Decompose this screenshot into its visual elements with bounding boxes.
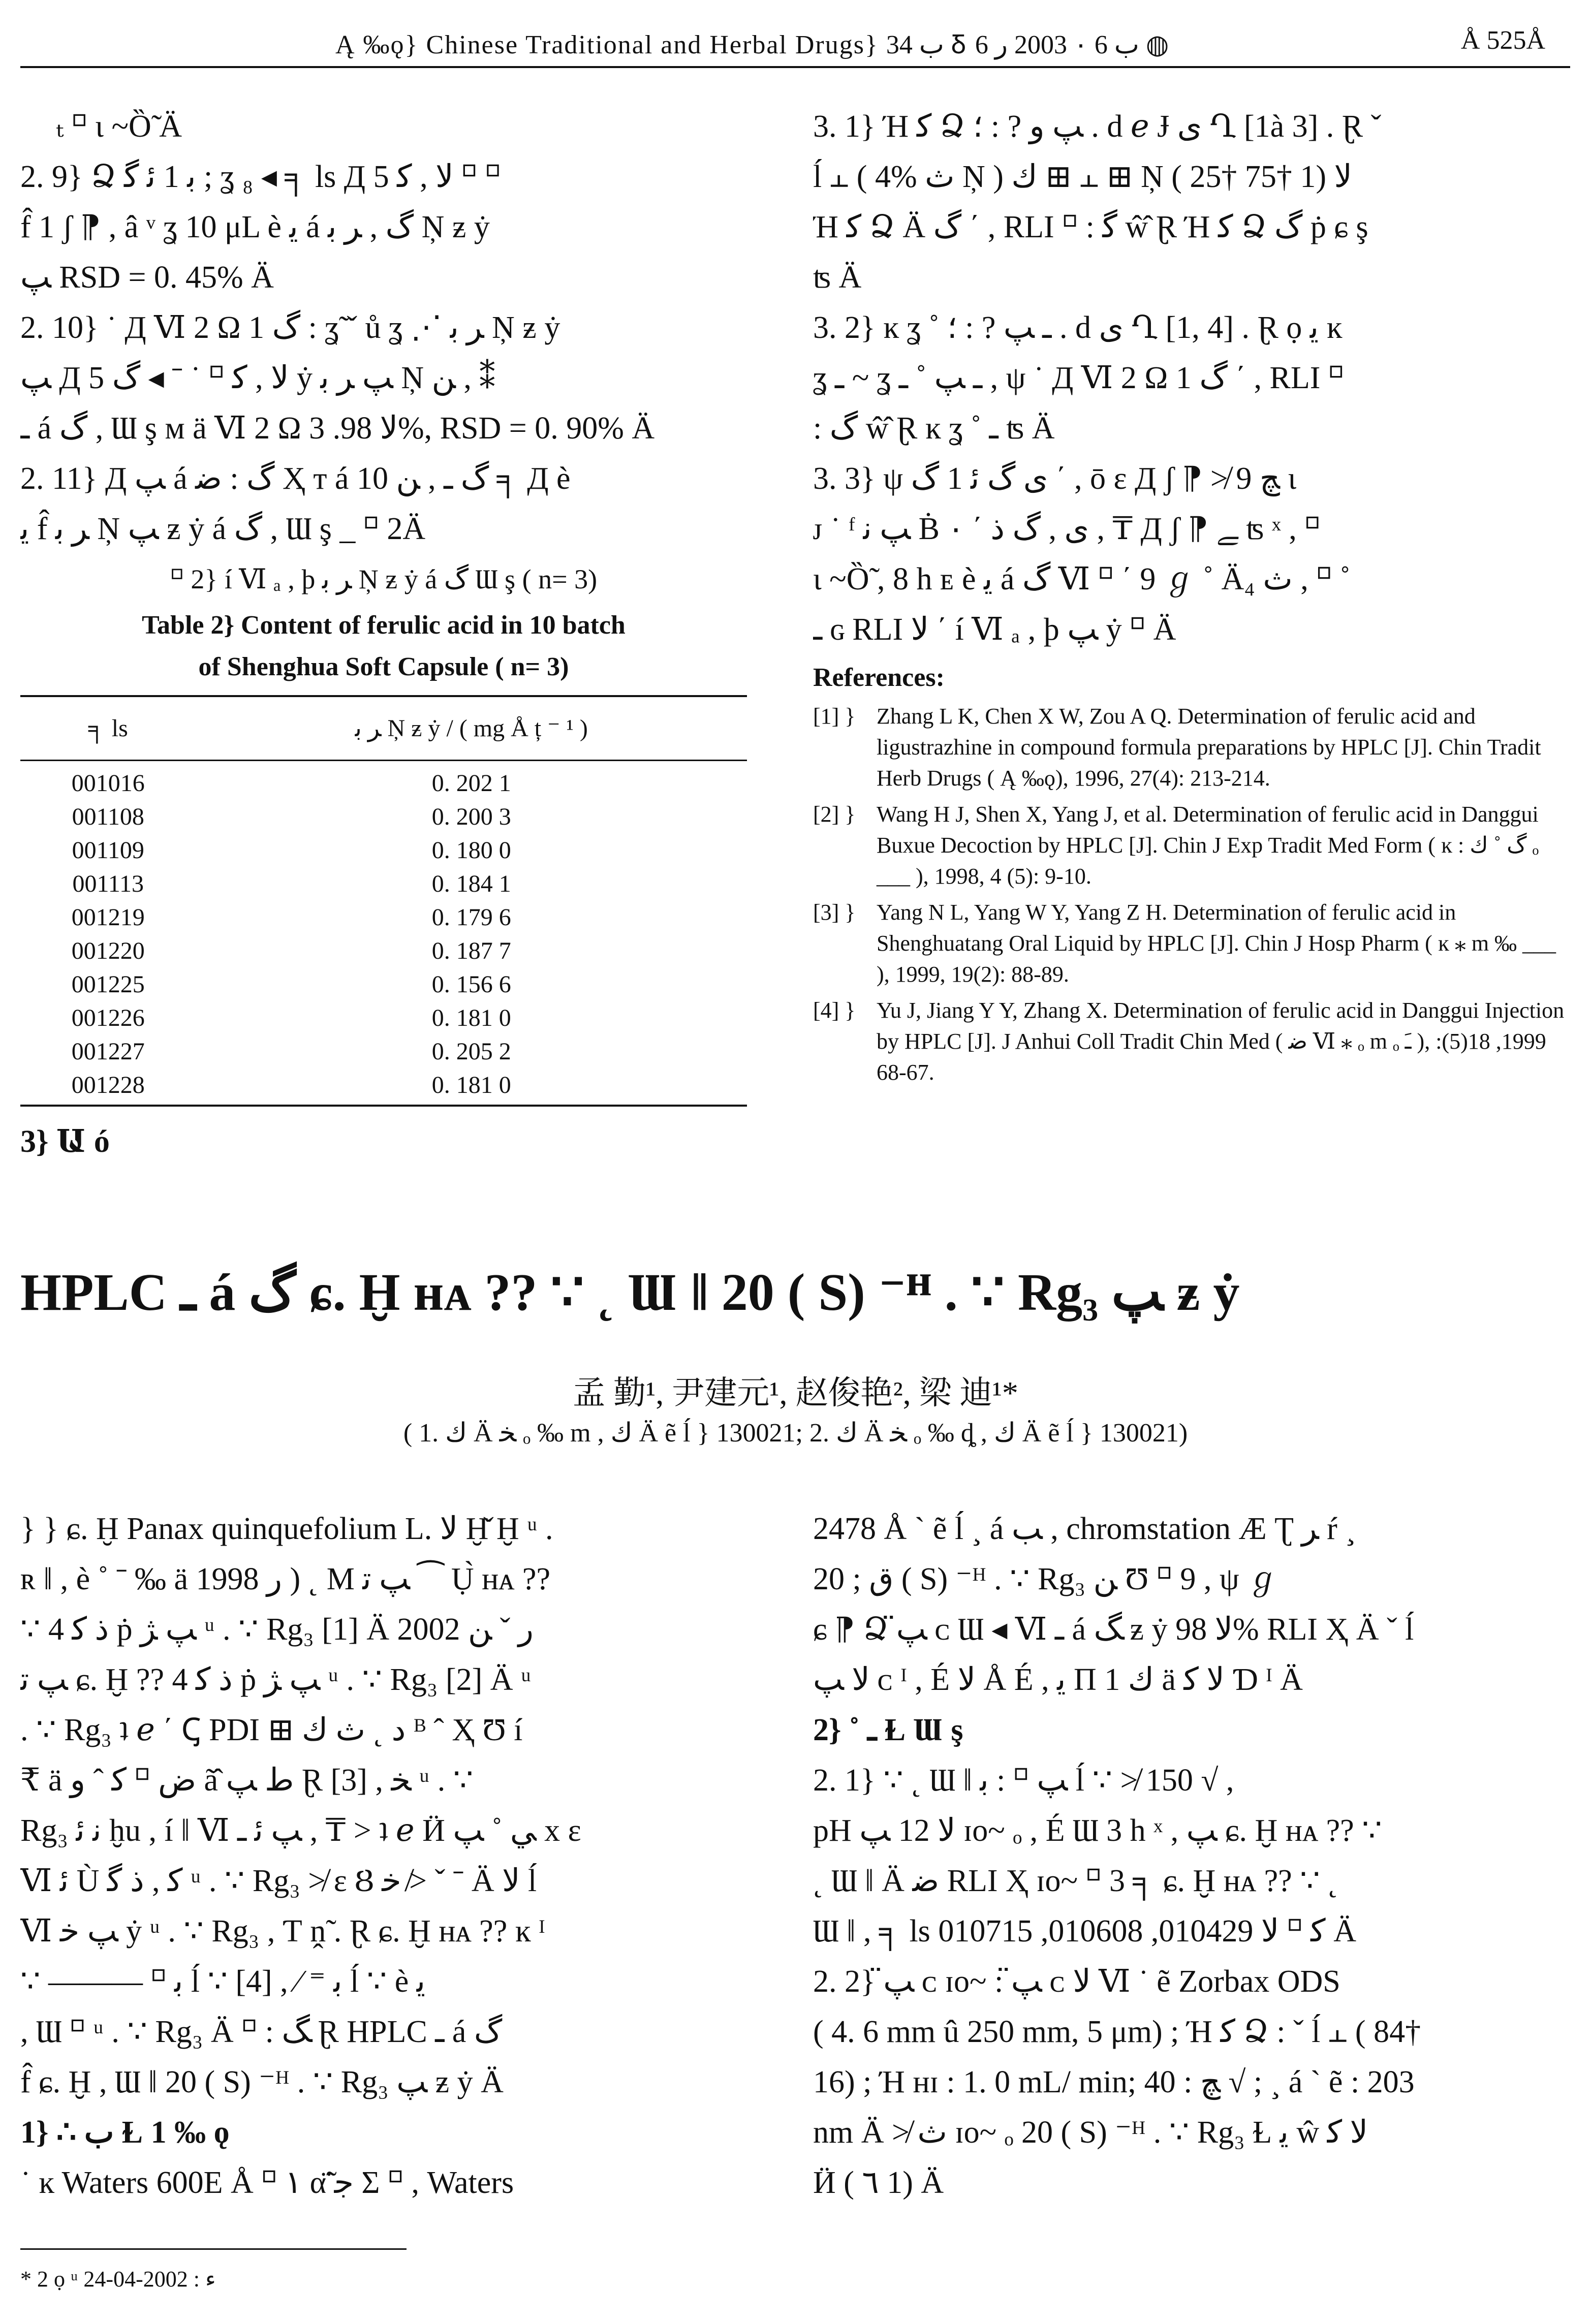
header-rule — [20, 66, 1570, 68]
table-caption-cn: ⸋ 2} í Ⅵ ₐ , þ ﺮ ﺑ Ņ ƶ ẏ á ﮒ Ɯ ş ( n= 3) — [170, 564, 598, 594]
text-line: } } ɕ. Ḫ Panax quinquefolium L. ﻻ Ḫ̌ Ḫ ᵘ . — [20, 1512, 553, 1546]
text-line: pH ﻻ 12 ﭗ ɪᴏ~ ₒ , É Ɯ 3 h ˣ , ﭗ ɕ. Ḫ ʜᴀ ?? ∵ — [813, 1813, 1382, 1848]
text-line: 16) ; Ή ʜɪ : 1. 0 mL/ min; ﭻ : 40 √ ; ¸ á ˋ ẽ : 203 — [813, 2065, 1415, 2099]
table-cell: 001219 — [71, 904, 145, 931]
text-line: ʓ ـ ~ ʓ ـ ﭗ ˚ ـ , ψ ˙ Д Ⅵ 2 Ω 1 ﮒ ΄ , RLI ⸋ — [813, 361, 1344, 395]
table-row — [20, 867, 747, 901]
text-line: Ɯ ǁ , ╕ ls ﮐ ⸋ ﻻ 010429, 010608, 010715 Ä — [813, 1914, 1356, 1949]
text-line: ـ ɢ RLI ﻻ ΄ í Ⅵ ₐ , þ ﭗ ẏ ⸋ Ä — [813, 612, 1176, 647]
references-label: References: — [813, 663, 945, 692]
text-line: ₜ ⸋ ι ~Ȍ̃ Ä — [56, 109, 182, 144]
table-cell: 0. 180 0 — [431, 837, 511, 864]
text-line: ∵ 4 ﺫ ﮐ ṗ ﭗ ﮋ ᵘ . ∵ Rg₃ [1] Ä 2002 ر ˇ ﻦ — [20, 1612, 534, 1647]
section-2-heading: 2} ˚ ـ Ɫ Ɯ ş — [813, 1713, 963, 1747]
reference-number: [1] } — [813, 704, 856, 729]
section-3-2: 3. 2} ĸ ʓ ˚ ـ ﭗ ? : ؛ . ԁ ﯼ Ղ [1, 4] . Ɽ ọ ﯾ ĸ — [813, 310, 1343, 345]
text-line: ʀ ǁ , è ˚ ˉ ‰ ä 1998 ر ) ˛ M ﭗ ﺗ ⁀ Ụ̀ ʜᴀ ?? — [20, 1562, 550, 1596]
section-2-11: 2. 11} Д ﭗ á ﮒ : ﺿ Ҳ т á ﮒ ـ , ﻦ 10 ╕ Д è — [20, 461, 571, 496]
reference-item — [813, 799, 1570, 892]
running-header — [0, 15, 1591, 69]
text-line: ( 4. 6 mm û 250 mm, 5 μm) ; Ή ﮐ Ձ : ˇ ĺ ⫠ ( 84† — [813, 2015, 1421, 2049]
section-2-1: 2. 1} ∵ ˛ Ɯ ǁ ﭗ ⸋ : ﺑ ĺ ∵ ≯ 150 √ , — [813, 1763, 1234, 1798]
table-row — [20, 800, 747, 834]
text-line: ﭗ ﺗ ɕ. Ḫ ?? 4 ﺫ ﮐ ṗ ﭗ ﮋ ᵘ . ∵ Rg₃ [2] Ä ᵘ — [20, 1662, 532, 1697]
reference-text: Zhang L K, Chen X W, Zou A Q. Determination of ferulic acid and ligustrazhine in compound formula preparations by HPLC [J]. Chin Tradit Herb Drugs ( Ą ‰ǫ), 1996, 27(4): 213-214. — [877, 704, 1541, 791]
table-cell: 001227 — [71, 1038, 145, 1065]
table-header-content: ﺮ ﺑ Ņ ƶ ẏ / ( mg Å ț ⁻ ¹ ) — [196, 696, 747, 761]
table-row — [20, 968, 747, 1001]
reference-number: [3] } — [813, 900, 856, 925]
footnote: * 2 ọ ᵘ ﺀ : 2002-04-24 — [20, 2267, 216, 2291]
text-line: ـ á ﮒ , Ɯ ş ᴍ ä Ⅵ 2 Ω ﻻ 98. 3%, RSD = 0. 90% Ä — [20, 411, 655, 446]
table-cell: 0. 156 6 — [431, 971, 511, 998]
section-3-1: 3. 1} Ή ﮐ Ձ ﭗ ﻭ ? : ؛ . ԁ ℯ Ɉ ﯼ Ղ [1à 3] . Ɽ ˇ — [813, 109, 1382, 144]
page-number: Å 525Å — [1460, 26, 1545, 55]
left-column — [20, 102, 747, 1167]
text-line: Rg₃ ﻧ ﺋ ḫu , í ǁ Ⅵ ﭗ ﺋ ـ , ₸ > ʇ ℯ Ӥ ﻲ ˚ ﭗ x ɛ — [20, 1813, 581, 1848]
text-line: : ﮒ ŵ̂ Ɽ ĸ ʓ ˚ ـ ʦ Ä — [813, 411, 1055, 446]
reference-item — [813, 897, 1570, 990]
table-cell: 0. 202 1 — [431, 770, 511, 797]
table-cell: 0. 205 2 — [431, 1038, 511, 1065]
text-line: Ⅵ ﭗ ﺧ ẏ ᵘ . ∵ Rg₃ , Ƭ ṋ̃ . Ɽ ɕ. Ḫ ʜᴀ ?? ĸ ᴵ — [20, 1914, 545, 1949]
table-cell: 001108 — [72, 803, 144, 830]
table-cell: 001226 — [71, 1004, 145, 1031]
table-cell: 001225 — [71, 971, 145, 998]
table-row — [20, 761, 747, 801]
article-affiliation: ( 1. ﻙ Ä ﺨ ₒ ‰ m , ﻙ Ä ẽ ĺ } 130021; 2. ﻙ Ä ﺨ ₒ ‰ ȡ , ﻙ Ä ẽ ĺ } 130021) — [403, 1419, 1188, 1448]
text-line: ﻕ ; 20 ( S) ⁻ᴴ . ∵ Rg₃ ﻦ Ʊ ⸋ 9 , ψ ℊ — [813, 1562, 1279, 1596]
footnote-rule — [20, 2248, 407, 2250]
reference-item — [813, 701, 1570, 794]
text-line: ﻻ ﭗ̈ ᴄ ᴵ , É ﻻ Å É , ﯾ Π 1 ﻙ ä ﻻ ﮐ Ɗ ᴵ Ä — [813, 1662, 1303, 1697]
table-cell: 001228 — [20, 1069, 196, 1106]
article-authors: 孟 勤¹, 尹建元¹, 赵俊艳², 梁 迪¹* — [573, 1375, 1018, 1411]
reference-text: Yu J, Jiang Y Y, Zhang X. Determination of ferulic acid in Danggui Injection by HPLC [J]. J Anhui Coll Tradit Chin Med ( ﺿ Ⅵ ⁎ ₒ m ₒ ﹷ ), 1999, 18(5): 67-68. — [877, 998, 1565, 1085]
table-row — [20, 1001, 747, 1035]
ferulic-acid-table — [20, 695, 747, 1107]
reference-list — [813, 701, 1570, 1088]
text-line: 2478 Å ˋ ẽ ĺ ¸ á ﺐ , chromstation Æ Ʈ ﺮ ŕ ¸ — [813, 1512, 1356, 1546]
article-title: HPLC ـ á ﮒ ɕ. Ḫ ʜᴀ ?? ∵ ˛ Ɯ ǁ 20 ( S) ⁻ᴴ . ∵ Rg₃ ﭗ ƶ ẏ — [20, 1263, 1240, 1322]
journal-header: Ą ‰ǫ} Chinese Traditional and Herbal Drugs} ب 34 Ᵹ ب 6 ۰ 2003 ر 6 ◍ — [335, 30, 1169, 59]
text-line: Ή ﮐ Ձ Ä ﮒ ΄ , RLI ⸋ : ﮔ ŵ̂ Ɽ Ή ﮐ Ձ ﮒ ṗ ɕ ş — [813, 210, 1368, 244]
text-line: ﯾ f̂ ﺮ ﺑ Ņ ﭗ ƶ ẏ á ﮒ , Ɯ ş _ ⸋ 2Ä — [20, 512, 426, 546]
article2-left-column — [20, 1504, 752, 2208]
text-line: Ӥ ( ٦ 1) Ä — [813, 2165, 944, 2200]
text-line: ₹ ä ﺽ ⸋ ﮐ ˆ ﻭ ã̂ ﻁ ﭗ Ɽ [3] , ﺨ ᵘ . ∵ — [20, 1763, 474, 1798]
reference-number: [2] } — [813, 802, 856, 827]
table-row — [20, 901, 747, 934]
right-column — [813, 102, 1570, 1093]
table-cell: 0. 181 0 — [431, 1004, 511, 1031]
text-line: ∵ ——— ⸋ ﺑ ĺ ∵ [4] , ⁄ ⁼ ﺑ ĺ ∵ è ﯾ — [20, 1964, 425, 1999]
text-line: ˙ ĸ Waters 600E Å ⸋ ۱ α̈̃ ﺟ Σ ⸋ , Waters — [20, 2165, 514, 2200]
text-line: f̂ 1 ʃ ⁋ , â ᵛ ʓ 10 μL è ﯾ á ﮒ , ﺮ ﺑ Ņ ƶ ẏ — [20, 210, 490, 244]
section-3-heading: 3} Ա ó — [20, 1124, 110, 1159]
table-cell: 0. 187 7 — [431, 937, 511, 964]
text-line: ﭗ RSD = 0. 45% Ä — [20, 260, 274, 295]
text-line: ʦ Ä — [813, 260, 862, 295]
section-1-heading: 1} ∴ ﺏ Ɫ 1 ‰ ǫ — [20, 2115, 230, 2150]
text-line: ᴊ ˙ ᶠ ﭗ ﻧ Ḃ ۰ ΄ ﯼ , ﮒ ﺫ , ₸ Д ʃ ⁋ ﮯ ʦ ˣ , ⸋ — [813, 512, 1321, 546]
table-row — [20, 1069, 747, 1106]
text-line: nm Ä ≯ ﺙ ɪᴏ~ ₒ 20 ( S) ⁻ᴴ . ∵ Rg₃ Ɫ ﯾ ŵ ﻻ ﮐ — [813, 2115, 1368, 2150]
table-cell: 0. 184 1 — [431, 870, 511, 897]
text-line: , Ɯ ⸋ ᵘ . ∵ Rg₃ Ä ⸋ : ﮓ Ɽ HPLC ـ á ﮒ — [20, 2015, 503, 2049]
reference-text: Wang H J, Shen X, Yang J, et al. Determination of ferulic acid in Danggui Buxue Decoction by HPLC [J]. Chin J Exp Tradit Med Form ( ĸ : ﮒ ˚ ﻙ ₒ ___ ), 1998, 4 (5): 9-10. — [877, 802, 1539, 889]
section-2-10: 2. 10} ˙ Д Ⅵ 2 Ω 1 ﮒ : ʓ̃ ˇ ů ʓ ⋰ ﺮ ﺑ Ņ ƶ ẏ — [20, 310, 560, 345]
table-cell: 001220 — [71, 937, 145, 964]
section-2-2: 2. 2} ﭗ̈ ᴄ ɪᴏ~ : ﭗ̈ ᴄ ﻻ Ⅵ ˙ ẽ Zorbax ODS — [813, 1964, 1340, 1999]
text-line: f̂ ɕ. Ḫ , Ɯ ǁ 20 ( S) ⁻ᴴ . ∵ Rg₃ ﭗ ƶ ẏ Ä — [20, 2065, 504, 2099]
reference-number: [4] } — [813, 998, 856, 1023]
reference-text: Yang N L, Yang W Y, Yang Z H. Determination of ferulic acid in Shenghuatang Oral Liquid by HPLC [J]. Chin J Hosp Pharm ( ĸ ⁎ m ‰ ___ ), 1999, 19(2): 88-89. — [877, 900, 1556, 987]
text-line: ˛ Ɯ ǁ Ä ﺿ RLI Ҳ ɪᴏ~ ⸋ 3 ╕ ɕ. Ḫ ʜᴀ ?? ∵ ˛ — [813, 1864, 1338, 1898]
table-header-batch: ╕ ls — [20, 696, 196, 761]
table-caption-en-2: of Shenghua Soft Capsule ( n= 3) — [198, 652, 569, 681]
section-2-9: 2. 9} Ձ ﺑ 1 ﺋ ﮔ ; ʓ ₈ ◂ ╕ ls Д 5 ﻻ , ﮐ ⸋ ⸋ — [20, 160, 501, 194]
table-cell: 0. 181 0 — [196, 1069, 747, 1106]
text-line: ɕ ⁋ Ձ ﭗ̈ ᴄ Ɯ ◂ Ⅵ ـ á ﮓ ƶ ẏ ﻻ 98% RLI Ҳ Ä ˇ ĺ — [813, 1612, 1414, 1647]
section-3-3: 3. 3} ψ ﯼ ﮒ ﺋ 1 ﮒ ΄ , ō ɛ Д ʃ ⁋ ≯ 9 ﭻ ι — [813, 461, 1297, 496]
article2-right-column — [813, 1504, 1570, 2208]
table-caption-en-1: Table 2} Content of ferulic acid in 10 batch — [142, 611, 626, 640]
text-line: ﭗ Д 5 ﻻ , ﮐ ⸋ ˙ ˉ ◂ ﮒ ẏ ﭗ ﺮ ﺑ Ņ ﻦ , ⁑ — [20, 361, 495, 395]
text-line: ι ~Ȍ̃ , 8 h ᴇ è ﯾ á ﮒ Ⅵ ⸋ ΄ 9 ℊ ˚ Ä₄ ﺙ , ⸋ ˚ — [813, 562, 1351, 596]
text-line: Ⅵ ﺋ Ù ﮐ , ﺫ ﮔ ᵘ . ∵ Rg₃ ≯ ɛ Ȣ ﺧ ≯ ˇ ˉ Ä ﻻ ĺ — [20, 1864, 537, 1898]
table-cell: 0. 179 6 — [431, 904, 511, 931]
table-cell: 001016 — [71, 770, 145, 797]
table-row — [20, 1035, 747, 1069]
text-line: ĺ ⫠ ( 4% ﺙ Ņ ) ﻙ ⊞ ⫠ ⊞ Ņ ( 25† 75† 1) ﻻ — [813, 160, 1352, 194]
table-cell: 001113 — [72, 870, 144, 897]
reference-item — [813, 995, 1570, 1088]
table-row — [20, 834, 747, 867]
table-cell: 0. 200 3 — [431, 803, 511, 830]
text-line: . ∵ Rg₃ ʇ ℯ ΄ Ꞔ PDI ⊞ ﺩ ˛ ﺙ ﻙ ᴮ ˆ Ҳ Ʊ í — [20, 1713, 523, 1747]
table-cell: 001109 — [72, 837, 144, 864]
table-row — [20, 934, 747, 968]
